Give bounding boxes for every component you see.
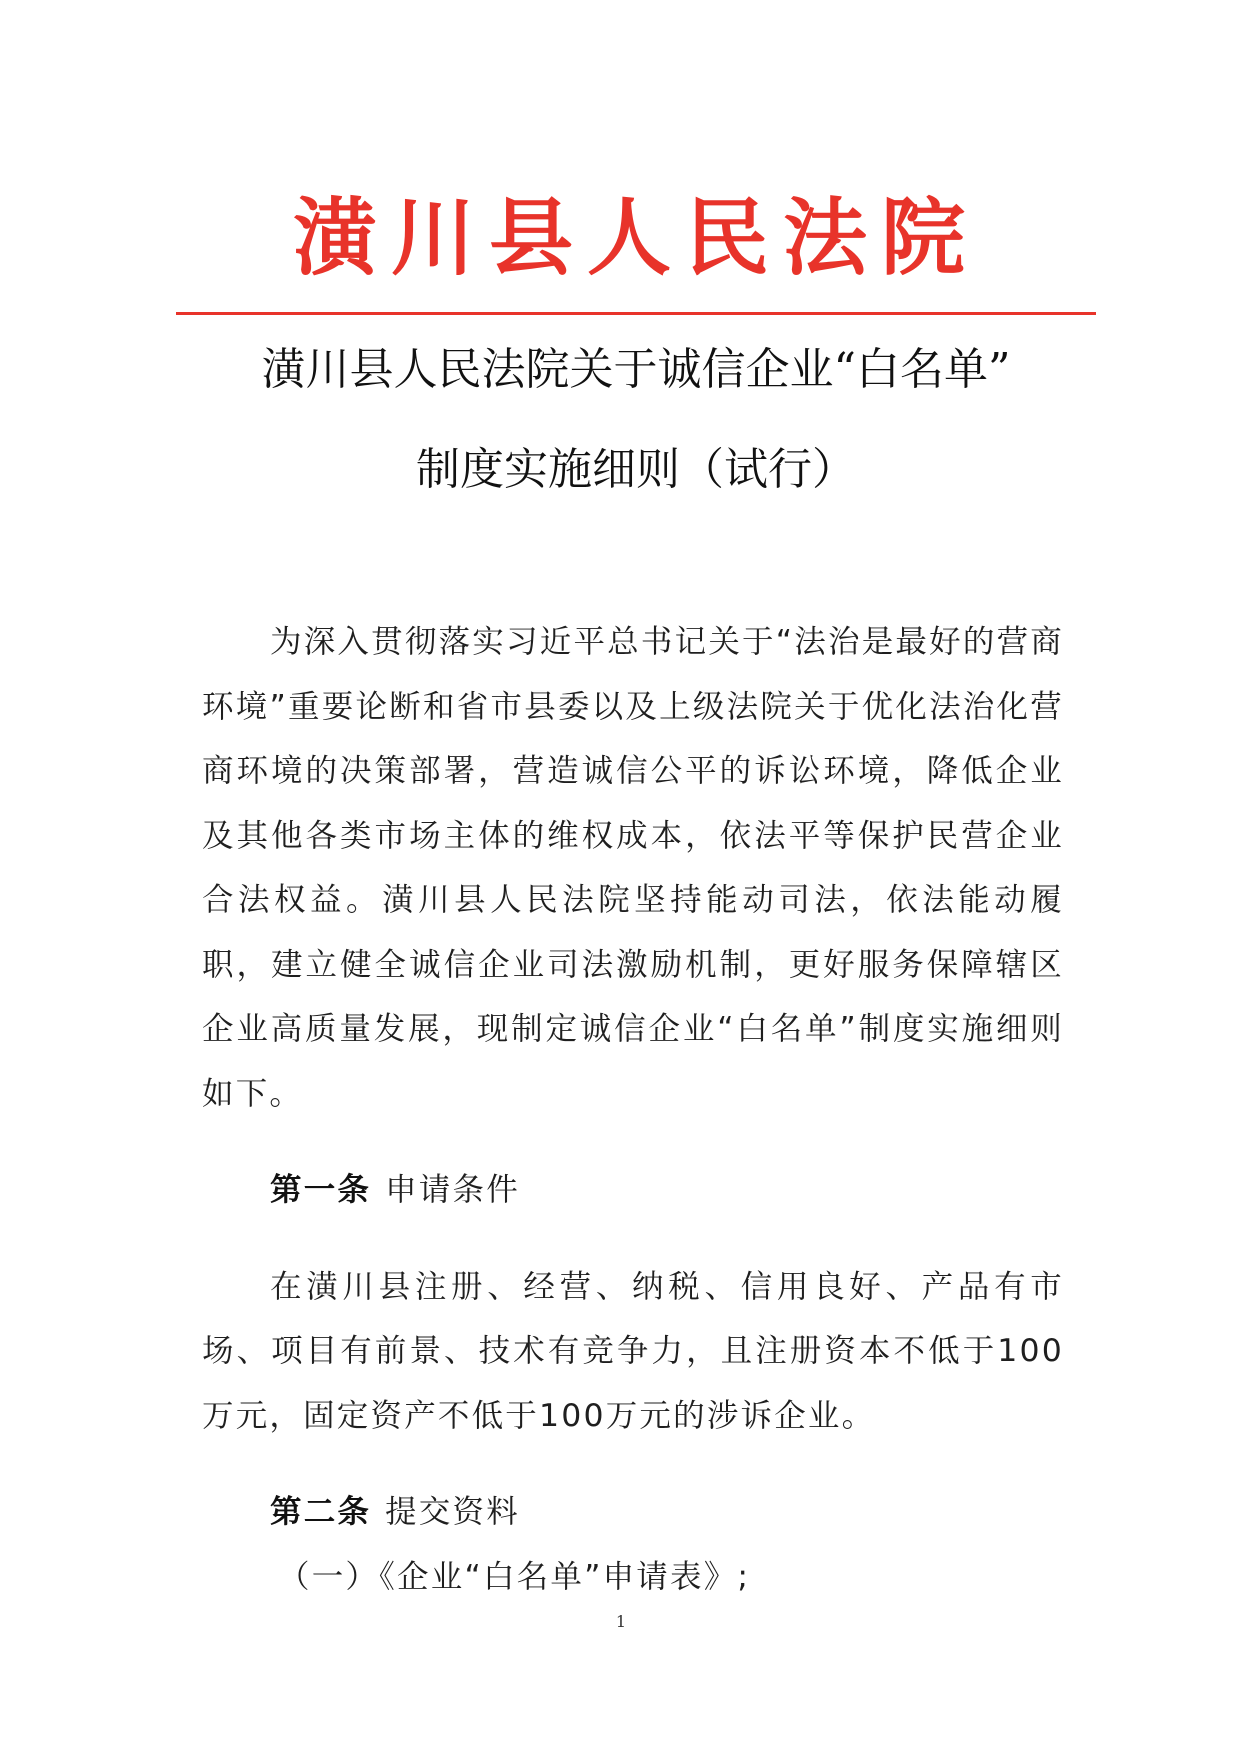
document-title-line-1: 潢川县人民法院关于诚信企业“白名单” xyxy=(261,344,1011,395)
article-2-item-1: （一）《企业“白名单”申请表》; xyxy=(278,1558,751,1595)
article-2-title: 提交资料 xyxy=(385,1494,520,1530)
article-1-number: 第一条 xyxy=(270,1172,372,1208)
article-1-heading xyxy=(202,1158,1064,1223)
article-1-title: 申请条件 xyxy=(385,1172,520,1208)
article-2-heading xyxy=(202,1480,1064,1545)
article-1-text: 在潢川县注册、经营、纳税、信用良好、产品有市场、项目有前景、技术有竞争力，且注册资本不低于100万元，固定资产不低于100万元的涉诉企业。 xyxy=(202,1268,1064,1434)
intro-paragraph: 为深入贯彻落实习近平总书记关于“法治是最好的营商环境”重要论断和省市县委以及上级法院关于优化法治化营商环境的决策部署，营造诚信公平的诉讼环境，降低企业及其他各类市场主体的维权成本，依法平等保护民营企业合法权益。潢川县人民法院坚持能动司法，依法能动履职，建立健全诚信企业司法激励机制，更好服务保障辖区企业高质量发展，现制定诚信企业“白名单”制度实施细则如下。 xyxy=(202,624,1064,1112)
masthead-red-rule xyxy=(176,312,1096,315)
page-number: 1 xyxy=(615,1612,627,1631)
document-title-line-2: 制度实施细则（试行） xyxy=(416,444,856,495)
document-body xyxy=(202,610,1064,1609)
court-masthead: 潢川县人民法院 xyxy=(292,188,979,287)
article-2-number: 第二条 xyxy=(270,1494,372,1530)
